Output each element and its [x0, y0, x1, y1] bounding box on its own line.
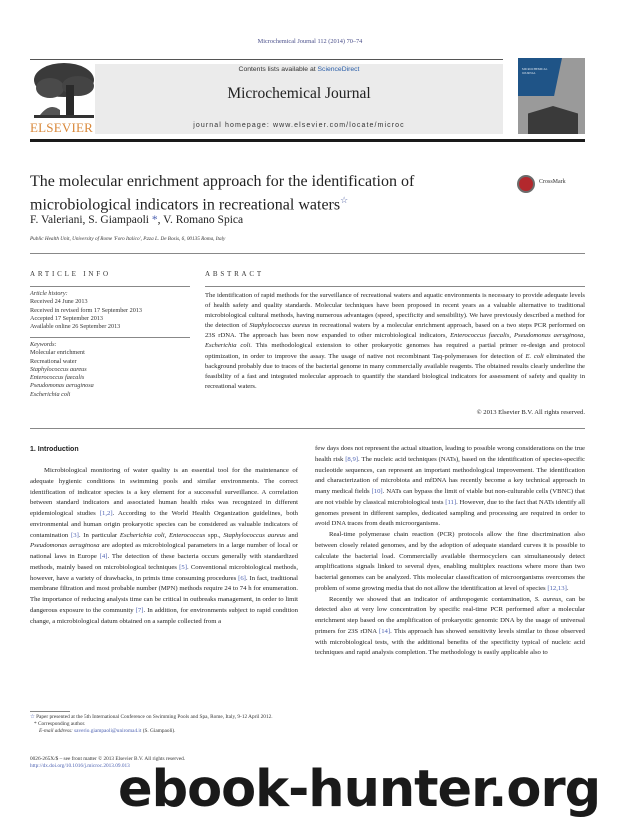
header-thick-rule [30, 139, 585, 142]
cover-dark-shape [528, 106, 578, 134]
doi-link[interactable]: http://dx.doi.org/10.1016/j.microc.2013.09.013 [30, 763, 130, 770]
abstract-species: Staphylococcus aureus [249, 322, 311, 330]
keyword-item: Pseudomonas aeruginosa [30, 382, 94, 390]
title-footnote-star-icon[interactable]: ☆ [340, 195, 349, 205]
contents-availability [95, 66, 503, 73]
keyword-item: Enterococcus faecalis [30, 374, 85, 382]
keywords-label: Keywords: [30, 341, 57, 348]
introduction-left-column [30, 466, 298, 627]
article-info-heading: ARTICLE INFO [30, 270, 111, 278]
introduction-right-column [315, 444, 585, 659]
issn-text: 0026-265X/$ – see front matter © 2013 Elsevier B.V. All rights reserved. [30, 756, 186, 762]
history-revised: Received in revised form 17 September 2013 [30, 306, 143, 314]
corresponding-author-link[interactable]: * [151, 214, 158, 226]
footnote-star-icon: ☆ [30, 714, 35, 720]
abstract-species: Enterococcus faecalis, Pseudomonas aeruginosa, Escherichia coli [205, 332, 585, 350]
footnote-conference [30, 714, 295, 721]
authors-part-2: , V. Romano Spica [157, 214, 244, 226]
body-text: . Conventional microbiological methods, however, have a variety of drawbacks, in primis time consuming procedures [30, 563, 298, 582]
citation-link[interactable]: [4] [99, 553, 108, 560]
abstract-heading: ABSTRACT [205, 270, 264, 278]
abstract-text: in recreational waters by a molecular enrichment approach, based on a two steps PCR performed on 23S rDNA. The approach has been now expanded to other microbiological indicators, [205, 322, 585, 340]
crossmark-label: CrossMark [539, 179, 566, 185]
body-text: . In addition, for environments subject to rapid condition change, a microbiological datum obtained on a sample collected from a [30, 606, 298, 625]
journal-cover-image[interactable] [518, 58, 585, 134]
affiliation: Public Health Unit, University of Rome 'Foro Italico', P.zza L. De Bosis, 6, 00135 Roma, Italy [30, 236, 226, 242]
citation-link[interactable]: [7] [135, 606, 144, 614]
body-text: . According to the World Health Organization guidelines, both environmental and human origin prokaryotic species can be considered as valuable indicators of contamination [30, 510, 298, 539]
cover-blue-panel [518, 58, 562, 96]
email-name: (S. Giampaoli). [141, 728, 176, 735]
body-text: . NATs can bypass the limit of viable but non-culturable cells (VBNC) that are not visible by classical microbiological tests [315, 488, 585, 506]
title-line-2: microbiological indicators in recreational waters [30, 196, 341, 214]
keywords [30, 341, 195, 399]
watermark-text: ebook-hunter.org [118, 760, 601, 819]
footnote-email [30, 728, 295, 735]
body-text: . In particular [78, 531, 120, 539]
body-text: Recently we showed that an indicator of anthropogenic contamination, [329, 595, 535, 603]
journal-title: Microchemical Journal [227, 85, 371, 102]
body-text: . This approach has showed sensitivity levels similar to those observed with microbiological tests, with the additional benefits of the specificity typical of nucleic acid techniques and rapid analysis completion. The methodology is easily applicable also to [315, 627, 585, 657]
body-text: Microbiological monitoring of water quality is an essential tool for the maintenance of adequate hygienic conditions in swimming pools and similar environments. The correct identification of indicator species is a key element for a successful surveillance. A correlation between standard indicators and associated human health risks was recognized in different epidemiological studies [30, 467, 298, 517]
body-text: . [566, 584, 569, 592]
citation-link[interactable]: [11] [445, 498, 457, 506]
affiliation-rule [30, 253, 585, 254]
body-text: and [285, 531, 299, 539]
body-text: Real-time polymerase chain reaction (PCR) protocols allow the fine discrimination also between closely related genomes, and by the adoption of adequate standard curves it is possible to calculate the bacterial load. Commercially available thermocyclers can simultaneously detect amplifications signals linked to several dyes, enabling multiplex reactions where more than two bacterial genomes can be analyzed. This molecular classification of microorganisms overcomes the problem of some growing media that do not allow the identification at level of species [315, 531, 585, 592]
citation-link[interactable]: [12,13] [547, 584, 567, 592]
introduction-heading: 1. Introduction [30, 446, 79, 453]
citation-link[interactable]: [6] [238, 574, 246, 582]
history-accepted: Accepted 17 September 2013 [30, 314, 104, 322]
abstract-body [205, 291, 585, 392]
citation-link[interactable]: [10] [371, 488, 383, 495]
history-received: Received 24 June 2013 [30, 298, 88, 306]
footnotes [30, 714, 295, 736]
species-name: S. aureus [534, 595, 562, 603]
elsevier-wordmark: ELSEVIER [30, 120, 93, 135]
species-name: Escherichia coli, Enterococcus [119, 531, 206, 539]
keyword-item: Molecular enrichment [30, 349, 85, 357]
authors-part-1: F. Valeriani, S. Giampaoli [30, 214, 152, 226]
authors [30, 214, 243, 226]
citation-link[interactable]: [3] [71, 531, 79, 539]
footnote-text: Paper presented at the 5th International Conference on Swimming Pools and Spa, Rome, Italy, 9-12 April 2012. [34, 714, 273, 720]
journal-homepage-link[interactable]: journal homepage: www.elsevier.com/locate/microc [193, 122, 405, 129]
article-history [30, 290, 195, 331]
footnote-text: Corresponding author. [36, 721, 86, 728]
history-online: Available online 26 September 2013 [30, 323, 121, 331]
body-text: . However, due to the fact that NATs identify all genomes present in different samples, dedicated sampling and processing are required in order to avoid DNA traces from death microorganisms. [315, 498, 585, 528]
abstract-text: The identification of rapid methods for the surveillance of recreational waters and aquatic environments is necessary to provide adequate levels of health safety and quality standards. Molecular techniques have been proposed in recent years as a valuable alternative to traditional microbiological cultural methods, having numerous advantages (speed, specificity and sensibility). We have previously described a method for the detection of [205, 292, 585, 330]
keyword-item: Staphylococcus aureus [30, 365, 87, 373]
title-line-1: The molecular enrichment approach for the identification of [30, 173, 415, 190]
journal-reference-link[interactable]: Microchemical Journal 112 (2014) 70–74 [257, 38, 363, 45]
keyword-item: Escherichia coli [30, 390, 71, 398]
species-name: Staphylococcus aureus [223, 531, 286, 539]
contents-prefix: Contents lists available at [238, 66, 318, 73]
history-label: Article history: [30, 290, 68, 297]
citation-link[interactable]: [1,2] [99, 510, 113, 517]
body-text: . The nucleic acid techniques (NATs), based on the identification of species-specific nucleotide sequences, can represent an important methodological improvement. The identification and characterization of microbiota and mfDNA has recently become a key technical approach in many medical fields [315, 455, 585, 495]
history-rule [30, 337, 190, 338]
email-label: E-mail address: [39, 728, 75, 735]
body-text: are adopted as microbiological parameters in a large number of local or national laws in Europe [30, 542, 298, 560]
sciencedirect-link[interactable]: ScienceDirect [317, 66, 360, 73]
abstract-bottom-rule [30, 428, 585, 429]
body-text: spp., [205, 531, 224, 539]
body-text: . The detection of these bacteria occurs generally with standardized methods, mainly based on microbiological techniques [30, 553, 298, 571]
header-rule [30, 59, 503, 60]
copyright: © 2013 Elsevier B.V. All rights reserved. [476, 409, 585, 416]
species-name: Pseudomonas aeruginosa [30, 542, 100, 550]
keyword-item: Recreational water [30, 357, 77, 365]
body-text: , can be detected also at very low concentration by specific real-time PCR performed after a molecular enrichment step based on the amplification of prokaryotic genomic DNA by the usage of universal primers for 23S rDNA [315, 595, 585, 635]
abstract-text: . This methodological extension to other prokaryotic genomes has required a partial primer re-design and protocol optimization, in order to improve the assay. The usage of native not recombinant Taq-polymerases for detection of [205, 342, 586, 360]
crossmark-icon [517, 175, 535, 193]
abstract-species: E. coli [525, 352, 544, 360]
citation-link[interactable]: [14] [378, 627, 391, 635]
article-title [30, 172, 460, 214]
citation-link[interactable]: [8,9] [345, 455, 359, 463]
body-text: few days does not represent the actual situation, leading to possible wrong considerations on the true health risk [315, 445, 585, 463]
email-link[interactable]: saverio.giampaoli@uniroma4.it [74, 728, 142, 735]
article-info-rule [30, 286, 190, 287]
body-text: . In fact, traditional membrane filtration and most probable number (MPN) methods require 24 to 74 h for enumeration. The importance of reducing analysis time can be critical in outbreaks management, in order to limit dangerous exposure to the community [30, 574, 298, 614]
abstract-text: eliminated the background probably due to traces of the bacterial genome in many commercially available reagents. The obtained results clearly underline the feasibility of a fast and integrated molecular approach to quantify the standard biological indicators for assessment of safety and quality in recreational waters. [205, 352, 585, 390]
cover-title: MICROCHEMICAL JOURNAL [522, 67, 548, 75]
abstract-rule [205, 286, 585, 287]
footnote-rule [30, 711, 70, 712]
citation-link[interactable]: [5] [179, 563, 187, 571]
asterisk-mark: * [34, 721, 37, 728]
